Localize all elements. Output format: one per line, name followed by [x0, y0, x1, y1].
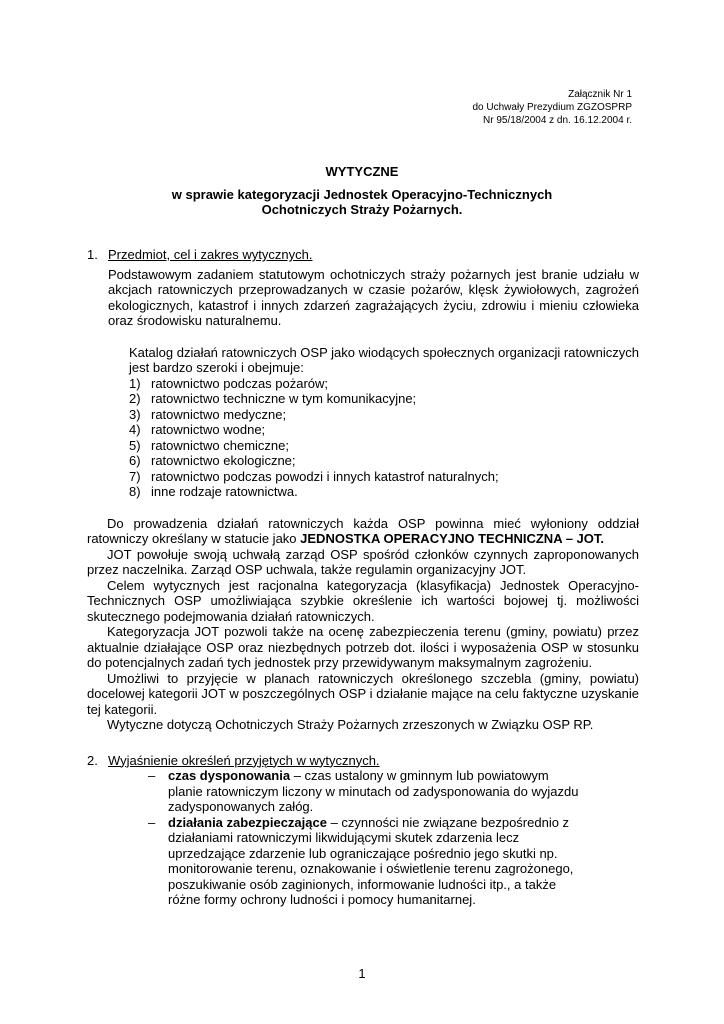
- document-body: [87, 247, 639, 908]
- paragraph-assessment: Kategoryzacja JOT pozwoli także na ocenę zabezpieczenia terenu (gminy, powiatu) przez aktualnie działające OSP oraz niezbędnych potrzeb dot. ilości i wyposażenia OSP w stosunku do potencjalnych zadań tych jednostek przy przewidywanym maksymalnym zagrożeniu.: [87, 624, 639, 670]
- section-2-heading: [87, 753, 639, 769]
- list-item-number: 5): [129, 437, 141, 453]
- catalog-list: [129, 376, 639, 500]
- paragraph-goal: Celem wytycznych jest racjonalna kategoryzacja (klasyfikacja) Jednostek Operacyjno-Technicznych OSP umożliwiająca szybkie określenie ich wartości bojowej tj. możliwości skutecznego podejmowania działań ratowniczych.: [87, 577, 639, 624]
- paragraph-jot-text: Do prowadzenia działań ratowniczych każda OSP powinna mieć wyłoniony oddział ratowniczy określany w statucie jako: [87, 515, 639, 546]
- list-item: [129, 484, 639, 500]
- dash-bullet: –: [148, 814, 156, 830]
- definition-body: – czas ustalony w gminnym lub powiatowym planie ratowniczym liczony w minutach od zadysponowania do wyjazdu zadysponowanych załóg.: [168, 768, 579, 814]
- title-sub-line-1: w sprawie kategoryzacji Jednostek Operacyjno-Technicznych: [171, 187, 553, 202]
- section-2-title: Wyjaśnienie określeń przyjętych w wytycznych.: [108, 752, 380, 768]
- attachment-line-3: Nr 95/18/2004 z dn. 16.12.2004 r.: [483, 115, 632, 126]
- list-item-text: inne rodzaje ratownictwa.: [151, 484, 298, 499]
- list-item-number: 6): [129, 453, 141, 468]
- list-item-number: 8): [129, 484, 141, 499]
- definition-body: – czynności nie związane bezpośrednio z działaniami ratowniczymi likwidującymi skutek zdarzenia lecz uprzedzające zdarzenie lub ograniczające pośrednio jego skutki np. monitorowanie terenu, oznakowanie i oświetlenie terenu zagrożonego, poszukiwanie osób zaginionych, informowanie ludności itp., a także różne formy ochrony ludności i pomocy humanitarnej.: [168, 814, 574, 907]
- title-main: WYTYCZNE: [325, 164, 399, 179]
- section-1-intro: Podstawowym zadaniem statutowym ochotniczych straży pożarnych jest branie udziału w akcjach ratowniczych przeprowadzanych w czasie pożarów, klęsk żywiołowych, zagrożeń ekologicznych, katastrof i innych zdarzeń zagrażających życiu, zdrowiu i mieniu człowieka oraz środowisku naturalnemu.: [108, 266, 639, 328]
- list-item-text: ratownictwo techniczne w tym komunikacyjne;: [151, 391, 417, 406]
- list-item: [129, 376, 639, 392]
- definition-term: działania zabezpieczające: [168, 814, 327, 830]
- section-1-number: 1.: [87, 247, 98, 262]
- list-item-text: ratownictwo chemiczne;: [151, 437, 289, 453]
- list-item: [144, 815, 584, 908]
- rescue-catalog: [129, 345, 639, 500]
- list-item-number: 1): [129, 375, 141, 391]
- attachment-line-1: Załącznik Nr 1: [568, 89, 632, 100]
- section-1-heading: [87, 247, 639, 263]
- list-item: [129, 391, 639, 407]
- paragraph-jot-definition: [87, 516, 639, 547]
- page-number: 1: [358, 966, 366, 981]
- list-item-number: 7): [129, 468, 141, 484]
- paragraph-jot-bold: JEDNOSTKA OPERACYJNO TECHNICZNA – JOT.: [300, 531, 605, 546]
- attachment-line-2: do Uchwały Prezydium ZGZOSPRP: [472, 102, 632, 113]
- list-item: [129, 469, 639, 485]
- definition-text: [168, 768, 584, 815]
- list-item: [144, 768, 584, 815]
- list-item-text: ratownictwo medyczne;: [151, 406, 287, 422]
- list-item: [129, 438, 639, 454]
- paragraph-jot-appointment: JOT powołuje swoją uchwałą zarząd OSP spośród członków czynnych zaproponowanych przez naczelnika. Zarząd OSP uchwala, także regulamin organizacyjny JOT.: [87, 546, 639, 577]
- definitions-list: [144, 768, 584, 908]
- list-item-text: ratownictwo podczas powodzi i innych katastrof naturalnych;: [151, 468, 499, 484]
- list-item-text: ratownictwo ekologiczne;: [151, 453, 296, 468]
- section-1-title: Przedmiot, cel i zakres wytycznych.: [108, 247, 313, 262]
- list-item: [129, 407, 639, 423]
- list-item-text: ratownictwo wodne;: [151, 422, 266, 437]
- attachment-note: [332, 88, 632, 127]
- section-2-number: 2.: [87, 752, 98, 768]
- paragraph-plans: Umożliwi to przyjęcie w planach ratowniczych określonego szczebla (gminy, powiatu) docelowej kategorii JOT w poszczególnych OSP i działanie mające na celu faktyczne uzyskanie tej kategorii.: [87, 670, 639, 717]
- document-title: [0, 164, 724, 217]
- paragraph-scope: Wytyczne dotyczą Ochotniczych Straży Pożarnych zrzeszonych w Związku OSP RP.: [107, 717, 594, 732]
- definition-text: [168, 815, 584, 908]
- list-item: [129, 453, 639, 469]
- title-sub-line-2: Ochotniczych Straży Pożarnych.: [261, 202, 463, 217]
- dash-bullet: –: [148, 768, 156, 783]
- definition-term: czas dysponowania: [168, 768, 291, 783]
- list-item-number: 4): [129, 422, 141, 437]
- catalog-intro: Katalog działań ratowniczych OSP jako wiodących społecznych organizacji ratowniczych jest bardzo szeroki i obejmuje:: [129, 344, 639, 375]
- list-item-number: 2): [129, 391, 141, 406]
- list-item-number: 3): [129, 406, 141, 422]
- list-item-text: ratownictwo podczas pożarów;: [151, 375, 329, 391]
- list-item: [129, 422, 639, 438]
